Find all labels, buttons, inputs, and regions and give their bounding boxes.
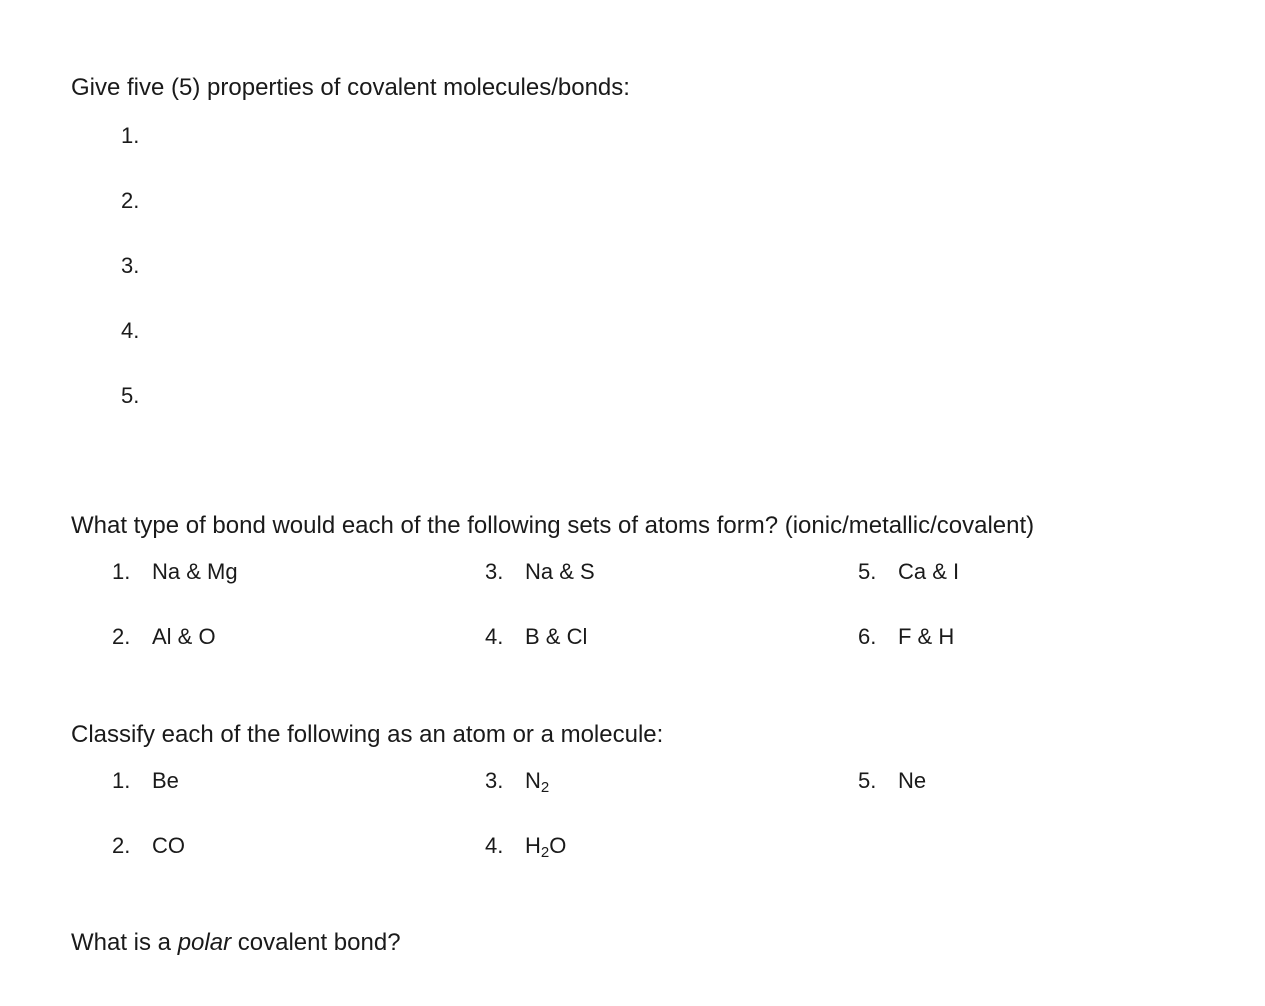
- item-number: 4.: [485, 833, 504, 858]
- bond-item-5: [858, 559, 959, 585]
- item-number: 4.: [485, 624, 504, 649]
- classify-item-5: [858, 768, 926, 794]
- item-number: 1.: [112, 768, 131, 793]
- classify-item-1: [112, 768, 179, 794]
- item-text: Ca & I: [898, 559, 960, 584]
- item-number: 5.: [858, 559, 877, 584]
- item-number: 6.: [858, 624, 877, 649]
- question-covalent-properties: Give five (5) properties of covalent molecules/bonds:: [71, 74, 630, 101]
- formula-base: H: [525, 833, 541, 858]
- question-polar-covalent: [71, 929, 401, 957]
- answer-number-3: 3.: [121, 253, 140, 278]
- question-prefix: What is a: [71, 929, 178, 956]
- answer-number-4: 4.: [121, 318, 140, 343]
- bond-item-1: [112, 559, 238, 585]
- question-suffix: covalent bond?: [231, 929, 401, 956]
- item-text: Be: [152, 768, 179, 793]
- bond-item-4: [485, 624, 587, 650]
- item-text: Na & Mg: [152, 559, 238, 584]
- item-number: 5.: [858, 768, 877, 793]
- question-bond-type: What type of bond would each of the following sets of atoms form? (ionic/metallic/covalent): [71, 512, 1035, 539]
- answer-number-5: 5.: [121, 383, 140, 408]
- formula-subscript: 2: [540, 779, 550, 796]
- classify-item-4: [485, 833, 566, 859]
- item-text: F & H: [898, 624, 955, 649]
- bond-item-3: [485, 559, 595, 585]
- item-text: Na & S: [525, 559, 595, 584]
- item-number: 3.: [485, 559, 504, 584]
- question-atom-or-molecule: Classify each of the following as an atom or a molecule:: [71, 721, 664, 748]
- classify-item-2: [112, 833, 185, 859]
- formula-base: N: [525, 768, 541, 793]
- bond-item-6: [858, 624, 954, 650]
- item-number: 1.: [112, 559, 131, 584]
- item-number: 3.: [485, 768, 504, 793]
- item-text: Ne: [898, 768, 927, 793]
- item-text: CO: [152, 833, 185, 858]
- bond-item-2: [112, 624, 216, 650]
- answer-number-2: 2.: [121, 188, 140, 213]
- item-number: 2.: [112, 624, 131, 649]
- classify-item-3: [485, 768, 549, 794]
- formula-tail: O: [549, 833, 567, 858]
- formula-subscript: 2: [540, 844, 550, 861]
- item-number: 2.: [112, 833, 131, 858]
- question-emphasis: polar: [177, 929, 232, 956]
- answer-number-1: 1.: [121, 123, 140, 148]
- item-text: Al & O: [152, 624, 216, 649]
- item-text: B & Cl: [525, 624, 588, 649]
